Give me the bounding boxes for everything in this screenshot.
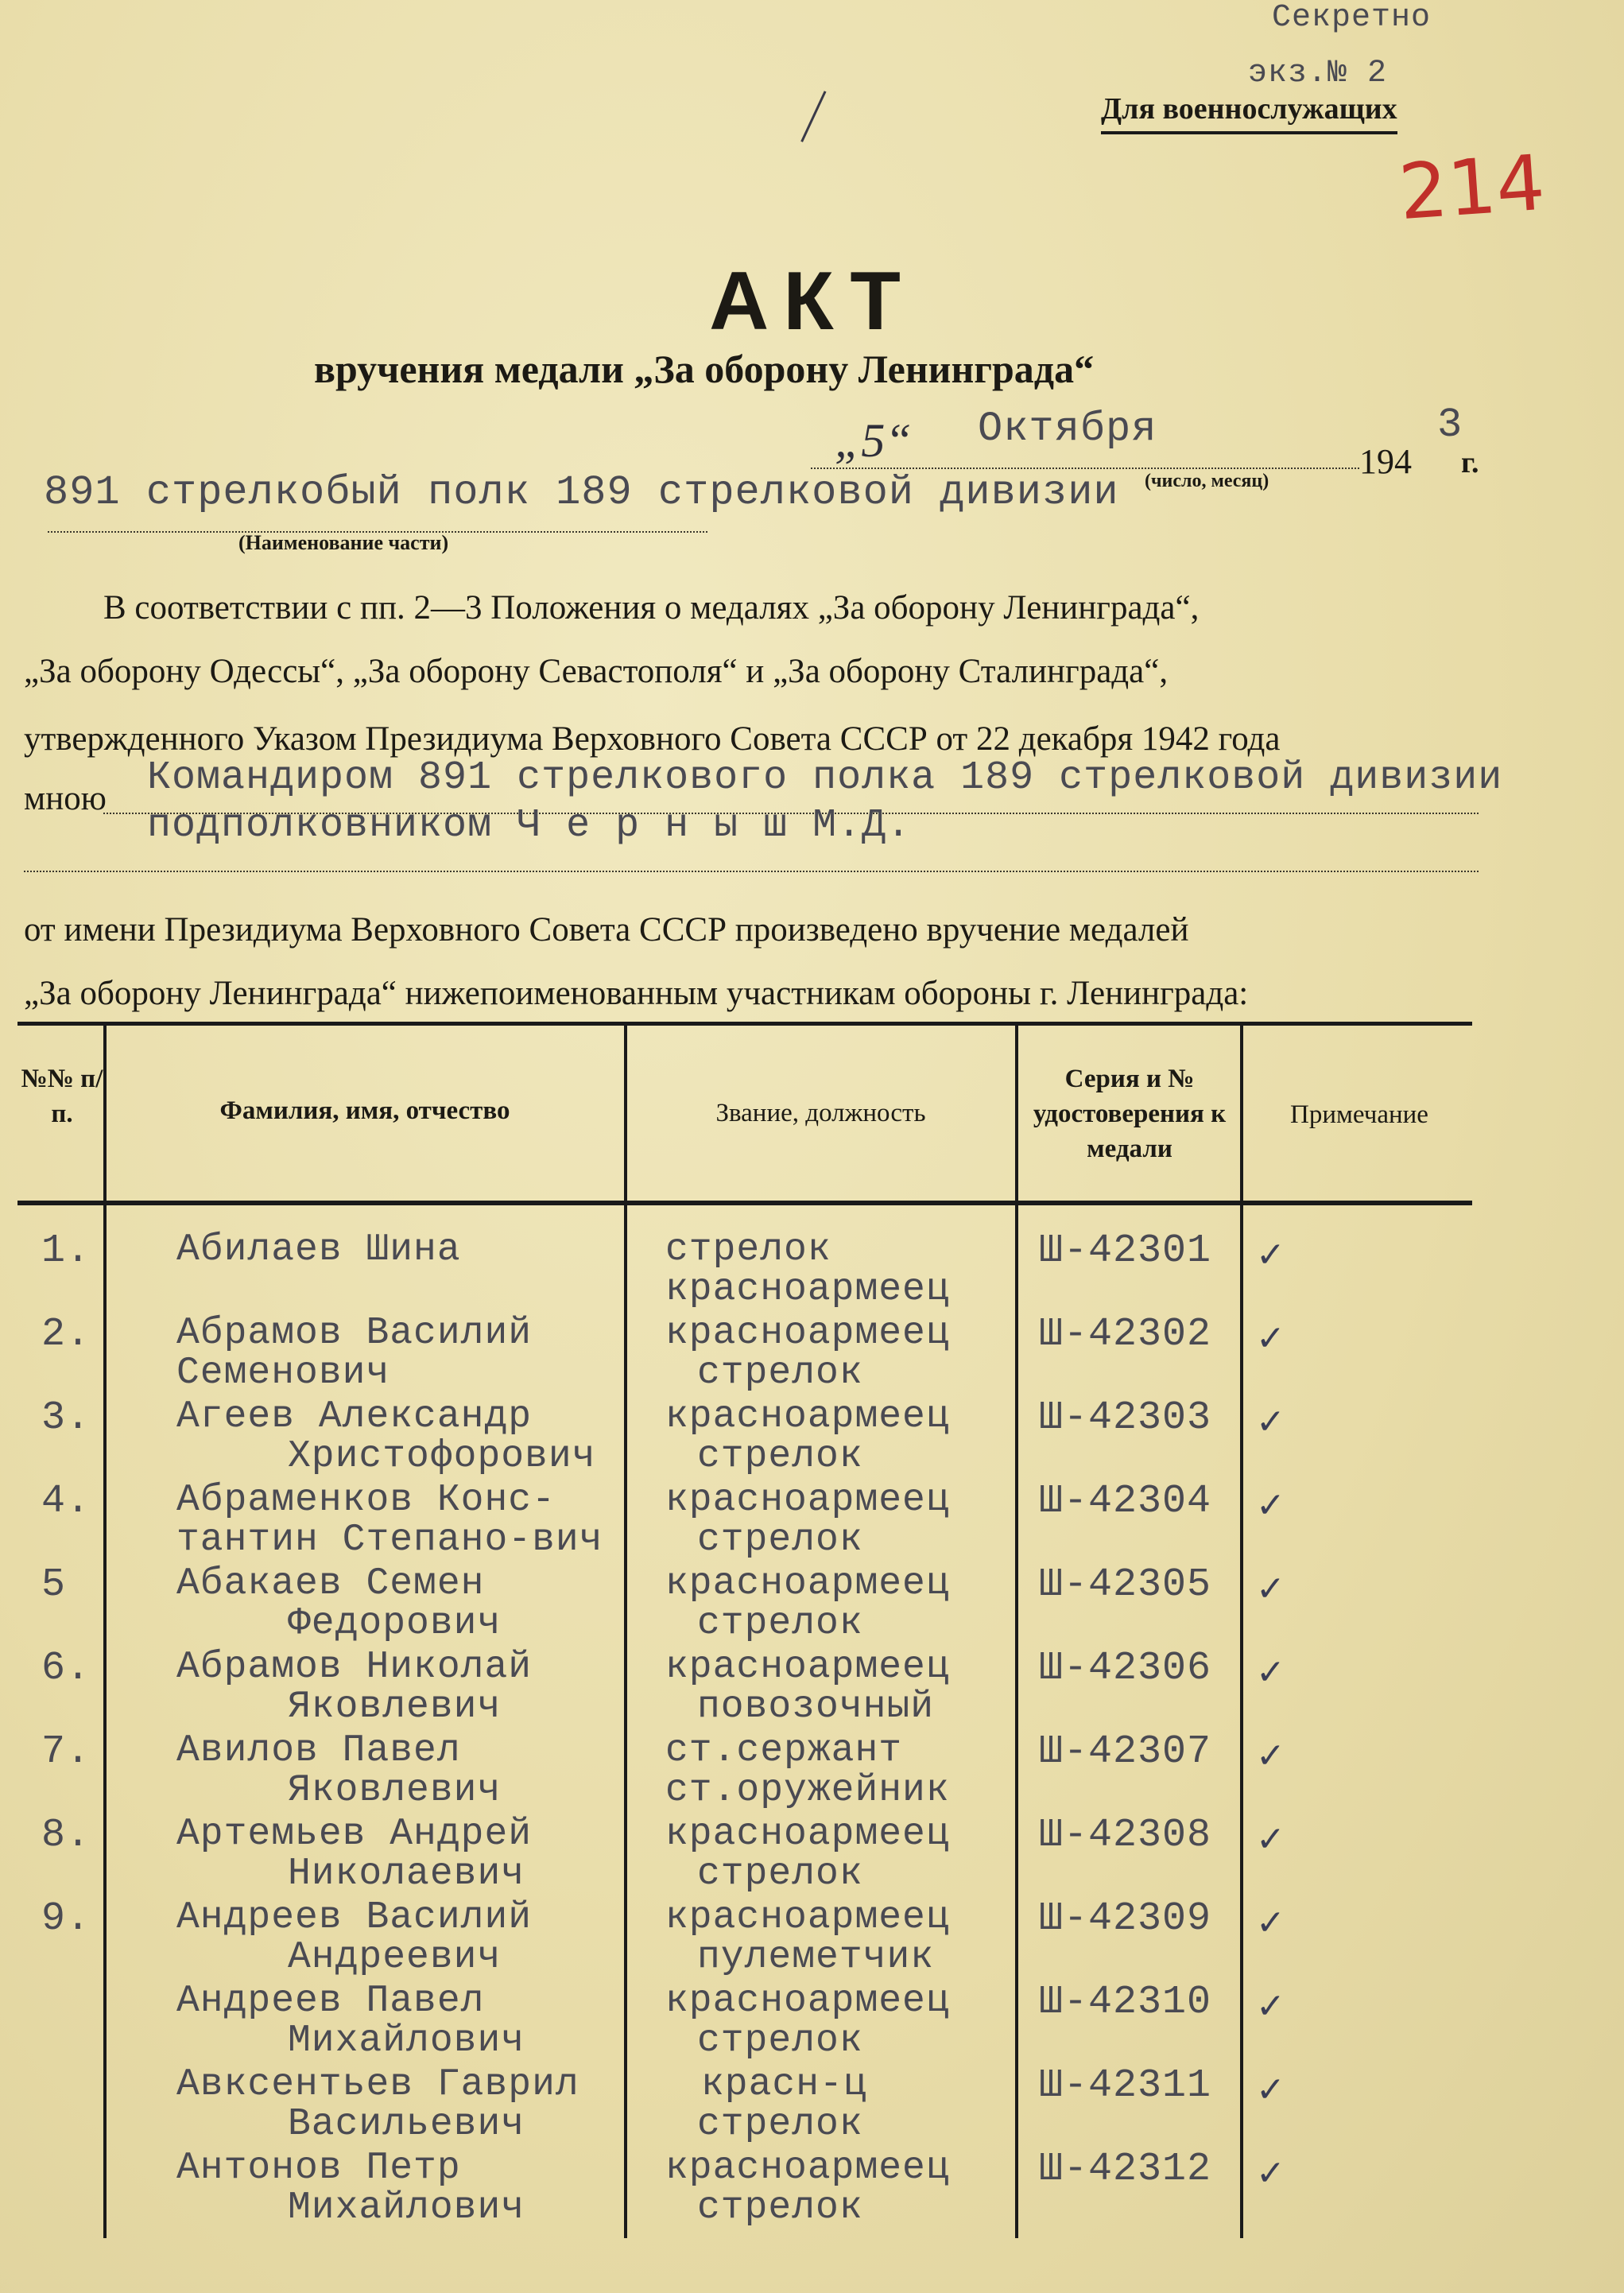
table-row — [17, 1479, 1472, 1562]
row-number: 5 — [41, 1562, 67, 1608]
row-name: Авилов Павел — [176, 1729, 461, 1772]
check-mark-icon: ✓ — [1256, 1903, 1285, 1943]
row-name: Абрамов Николай — [176, 1646, 533, 1689]
row-rank-cont: повозочный — [697, 1686, 935, 1728]
row-name-cont: Андреевич — [288, 1936, 502, 1979]
check-mark-icon: ✓ — [1256, 1485, 1285, 1526]
date-day: „5“ — [835, 414, 912, 467]
row-series: Ш-42309 — [1039, 1896, 1212, 1942]
body-paragraph-2: „За оборону Одессы“, „За оборону Севастополя“ и „За оборону Сталинграда“, — [24, 653, 1169, 690]
check-mark-icon: ✓ — [1256, 1736, 1285, 1776]
row-rank-cont: стрелок — [697, 1602, 863, 1645]
row-rank-cont: ст.оружейник — [665, 1769, 950, 1812]
row-name: Авксентьев Гаврил — [176, 2063, 579, 2106]
row-number: 2. — [41, 1312, 91, 1357]
date-year-prefix: 194 — [1359, 442, 1412, 481]
row-number: 6. — [41, 1646, 91, 1691]
row-series: Ш-42304 — [1039, 1479, 1212, 1524]
row-number: 8. — [41, 1813, 91, 1858]
secret-stamp: Секретно — [1272, 0, 1432, 36]
check-mark-icon: ✓ — [1256, 1819, 1285, 1860]
row-name: Абакаев Семен — [176, 1562, 485, 1605]
date-year-digit: 3 — [1437, 402, 1463, 448]
header-rank: Звание, должность — [715, 1099, 926, 1127]
row-rank-cont: стрелок — [697, 1352, 863, 1395]
row-series: Ш-42303 — [1039, 1395, 1212, 1441]
row-series: Ш-42301 — [1039, 1228, 1212, 1274]
table-row — [17, 1646, 1472, 1729]
date-caption: (число, месяц) — [1145, 471, 1269, 491]
row-name-cont: Васильевич — [288, 2103, 525, 2146]
row-name-cont: Николаевич — [288, 1853, 525, 1895]
check-mark-icon: ✓ — [1256, 1986, 1285, 2027]
row-rank: стрелок — [665, 1228, 831, 1271]
check-mark-icon: ✓ — [1256, 1235, 1285, 1275]
row-number: 1. — [41, 1228, 91, 1274]
row-name: Абраменков Конс- — [176, 1479, 556, 1522]
row-number: 3. — [41, 1395, 91, 1441]
row-rank-cont: стрелок — [697, 2019, 863, 2062]
table-row — [17, 1729, 1472, 1813]
row-rank: красн-ц — [701, 2063, 867, 2106]
row-series: Ш-42302 — [1039, 1312, 1212, 1357]
row-series: Ш-42307 — [1039, 1729, 1212, 1775]
row-name: Абилаев Шина — [176, 1228, 461, 1271]
row-rank: красноармеец — [665, 1646, 950, 1689]
row-name: Андреев Василий — [176, 1896, 533, 1939]
row-name-cont: Яковлевич — [288, 1769, 502, 1812]
row-number: 7. — [41, 1729, 91, 1775]
row-name-cont: тантин Степано-вич — [176, 1519, 603, 1562]
row-number: 4. — [41, 1479, 91, 1524]
row-rank: красноармеец — [665, 1896, 950, 1939]
pen-mark — [800, 91, 855, 156]
check-mark-icon: ✓ — [1256, 1652, 1285, 1693]
table-row — [17, 1813, 1472, 1896]
row-name: Абрамов Василий — [176, 1312, 533, 1355]
check-mark-icon: ✓ — [1256, 1318, 1285, 1359]
header-num: №№ п/п. — [21, 1065, 103, 1128]
header-series: Серия и № удостоверения к медали — [1033, 1065, 1227, 1163]
row-name: Артемьев Андрей — [176, 1813, 533, 1856]
row-rank: красноармеец — [665, 1813, 950, 1856]
header-name: Фамилия, имя, отчество — [219, 1096, 510, 1125]
row-rank-cont: стрелок — [697, 1435, 863, 1478]
check-mark-icon: ✓ — [1256, 2070, 1285, 2110]
row-name: Агеев Александр — [176, 1395, 533, 1438]
row-series: Ш-42308 — [1039, 1813, 1212, 1858]
row-rank-cont: стрелок — [697, 2103, 863, 2146]
row-rank-cont: стрелок — [697, 1853, 863, 1895]
row-rank: красноармеец — [665, 2147, 950, 2190]
row-name-cont: Христофорович — [288, 1435, 596, 1478]
unit-caption: (Наименование части) — [238, 531, 449, 554]
table-row — [17, 2063, 1472, 2147]
row-name-cont: Михайлович — [288, 2186, 525, 2229]
row-rank-cont: пулеметчик — [697, 1936, 935, 1979]
row-rank: красноармеец — [665, 1312, 950, 1355]
body-paragraph-1: В соответствии с пп. 2—3 Положения о медалях „За оборону Ленинграда“, — [103, 589, 1200, 627]
row-name-cont: Яковлевич — [288, 1686, 502, 1728]
row-rank: красноармеец — [665, 1562, 950, 1605]
row-number: 9. — [41, 1896, 91, 1942]
body-paragraph-3: утвержденного Указом Президиума Верховного Совета СССР от 22 декабря 1942 года — [24, 720, 1281, 758]
row-series: Ш-42312 — [1039, 2147, 1212, 2192]
check-mark-icon: ✓ — [1256, 1569, 1285, 1609]
row-rank: красноармеец — [665, 1395, 950, 1438]
body-paragraph-5: „За оборону Ленинграда“ нижепоименованным участникам обороны г. Ленинграда: — [24, 975, 1249, 1012]
table-row — [17, 2147, 1472, 2230]
row-rank-cont: стрелок — [697, 2186, 863, 2229]
row-name: Антонов Петр — [176, 2147, 461, 2190]
row-name: Андреев Павел — [176, 1980, 485, 2023]
row-rank: красноармеец — [665, 1479, 950, 1522]
commander-line-1: Командиром 891 стрелкового полка 189 стрелковой дивизии — [147, 755, 1503, 801]
table-row — [17, 1395, 1472, 1479]
document-title: АКТ — [709, 255, 915, 347]
table-row — [17, 1562, 1472, 1646]
check-mark-icon: ✓ — [1256, 2153, 1285, 2194]
table-row — [17, 1228, 1472, 1312]
row-series: Ш-42305 — [1039, 1562, 1212, 1608]
row-name-cont: Федорович — [288, 1602, 502, 1645]
row-rank: ст.сержант — [665, 1729, 903, 1772]
date-month: Октября — [978, 405, 1157, 452]
document-subtitle: вручения медали „За оборону Ленинграда“ — [314, 347, 1095, 391]
check-mark-icon: ✓ — [1256, 1402, 1285, 1442]
table-row — [17, 1896, 1472, 1980]
military-label: Для военнослужащих — [1101, 91, 1397, 134]
by-me-label: мною — [24, 780, 107, 817]
date-year-suffix: г. — [1461, 446, 1479, 479]
row-series: Ш-42310 — [1039, 1980, 1212, 2025]
row-name-cont: Михайлович — [288, 2019, 525, 2062]
row-rank-cont: стрелок — [697, 1519, 863, 1562]
blank-underline — [24, 871, 1479, 872]
table-row — [17, 1312, 1472, 1395]
row-name-cont: Семенович — [176, 1352, 390, 1395]
body-paragraph-4: от имени Президиума Верховного Совета СССР произведено вручение медалей — [24, 911, 1189, 949]
archive-number: 214 — [1396, 138, 1548, 238]
unit-name: 891 стрелкобый полк 189 стрелковой дивизии — [44, 469, 1119, 516]
header-note: Примечание — [1290, 1100, 1428, 1129]
row-rank: красноармеец — [665, 1980, 950, 2023]
commander-line-2: подполковником Ч е р н ы ш М.Д. — [147, 803, 912, 848]
table-header-rule — [17, 1201, 1472, 1205]
row-series: Ш-42306 — [1039, 1646, 1212, 1691]
table-row — [17, 1980, 1472, 2063]
copy-number: экз.№ 2 — [1248, 56, 1388, 91]
row-series: Ш-42311 — [1039, 2063, 1212, 2109]
row-rank-cont: красноармеец — [665, 1268, 950, 1311]
